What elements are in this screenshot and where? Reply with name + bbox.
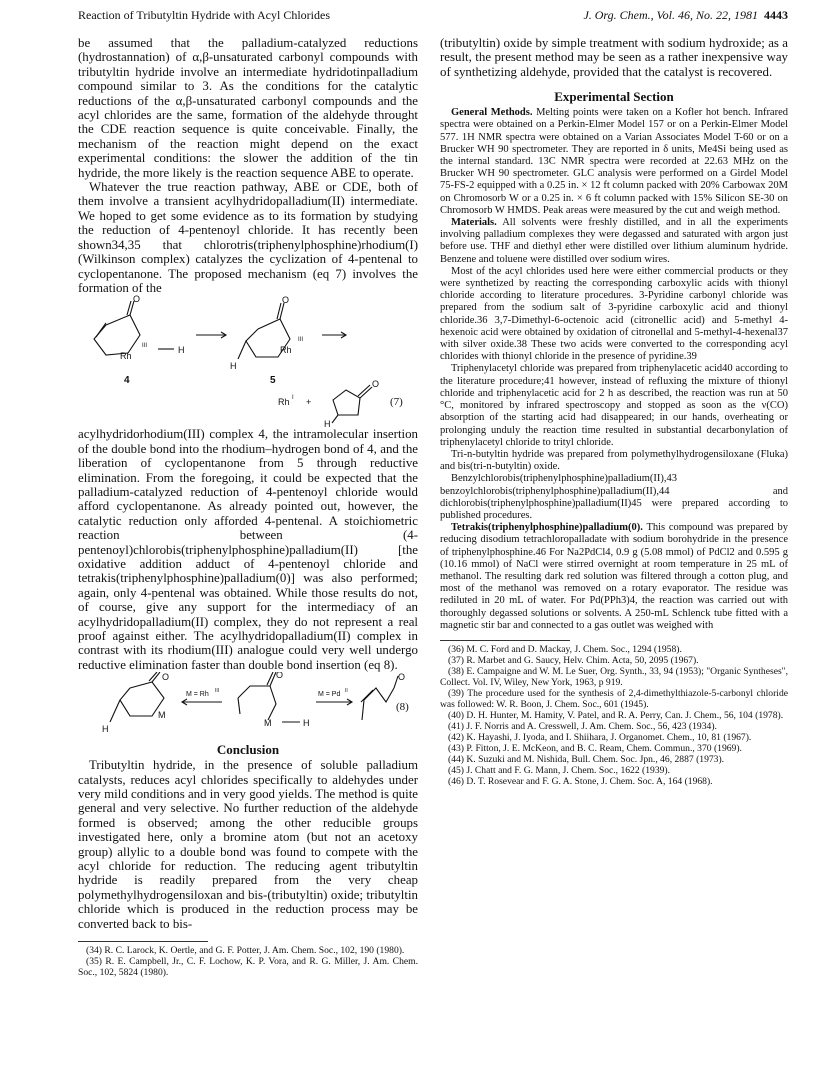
right-paragraph-1: (tributyltin) oxide by simple treatment with sodium hydroxide; as a result, the present method may be seen as a rather inexpensive way of synthetizing aldehyde, provided that the catalyst is recovered. xyxy=(440,36,788,79)
h-atom-8b: H xyxy=(303,718,310,729)
arrow-rh-path xyxy=(182,688,222,705)
acyl-hydride-complex xyxy=(238,672,310,728)
compound-5-structure xyxy=(230,295,303,386)
o-atom-5: O xyxy=(282,295,290,306)
running-header xyxy=(78,8,788,26)
footnote: (34) R. C. Larock, K. Oertle, and G. F. Potter, J. Am. Chem. Soc., 102, 190 (1980). xyxy=(86,945,405,957)
footnote: (43) P. Fitton, J. E. McKeon, and B. C. Ream, Chem. Commun., 370 (1969). xyxy=(448,742,742,754)
compound-label-5: 5 xyxy=(270,375,276,387)
rh-atom-4: Rh xyxy=(120,351,132,362)
experimental-heading: Experimental Section xyxy=(554,89,674,105)
h-atom-5: H xyxy=(230,361,237,372)
acyl-chloride-paragraph: Most of the acyl chlorides used here were either commercial products or they were synthetized by reacting the corresponding carboxylic acids with thionyl chloride according to literature procedures. 3-Pyridine carbonyl chloride was prepared from the sodium salt of 3-pyridine carboxylic acid and thionyl chloride.36 3,7-Dimethyl-6-octenoic acid (citronellic acid) and 5-methyl 4-hexenoic acid were obtained by oxidation of citronellal and 5-methyl-4-hexenal37 with silver oxide.38 These two acids were converted to the corresponding acyl chlorides with thionyl chloride in the presence of pyridine.39 xyxy=(440,265,788,363)
footnote: (38) E. Campaigne and W. M. Le Suer, Org. Synth., 33, 94 (1953); "Organic Syntheses", Collect. Vol. IV, Wiley, New York, 1963, p 919. xyxy=(440,665,788,688)
plus-sign: + xyxy=(306,397,312,408)
left-footnotes xyxy=(78,945,418,978)
footnote: (39) The procedure used for the synthesis of 2,4-dimethylthiazole-5-carbonyl chloride was followed: W. R. Boon, J. Chem. Soc., 601 (1945). xyxy=(440,687,788,710)
rh-catalyst: Rh xyxy=(278,397,290,408)
rh-path-oxidation: III xyxy=(215,688,220,695)
equation-number-8: (8) xyxy=(396,701,409,714)
footnote: (46) D. T. Rosevear and F. G. A. Stone, J. Chem. Soc. A, 164 (1968). xyxy=(448,775,713,787)
compound-label-4: 4 xyxy=(124,375,130,387)
arrow-4-to-5 xyxy=(196,332,226,338)
footnote: (45) J. Chatt and F. G. Mann, J. Chem. Soc., 1622 (1939). xyxy=(448,764,671,776)
journal-name: J. Org. Chem., Vol. 46, No. 22, 1981 xyxy=(583,8,758,22)
arrow-5-to-products xyxy=(322,332,346,338)
scheme-eq7 xyxy=(78,295,418,427)
left-paragraph-3: acylhydridorhodium(III) complex 4, the intramolecular insertion of the double bond into the rhodium–hydrogen bond of 4, and the liberation of cyclopentanone from 5 through reductive elimination. From the foregoing, it could be expected that the palladium-catalyzed reduction of 4-pentenoyl chloride would afford cyclopentanone. As already pointed out, however, the catalytic reduction only afforded 4-pentenal. A stoichiometric reaction between (4-pentenoyl)chlorobis(triphenylphosphine)palladium(II) [the oxidative addition adduct of 4-pentenoyl chloride and tetrakis(triphenylphosphine)palladium(0)] was also performed; again, only 4-pentenal was obtained. While those results do not, of course, give any support for the intermediacy of an acylhydridopalladium(II) complex, they do not represent a real proof against either. The acylhydridopalladium(II) complex in contrast with its rhodium(III) analogue could very well undergo reductive elimination faster than double bond insertion (eq 8). xyxy=(78,427,418,672)
triphenylacetyl-paragraph: Triphenylacetyl chloride was prepared from triphenylacetic acid40 according to the literature procedure;41 however, instead of refluxing the mixture of thionyl chloride and triphenylacetic acid for 2 h as described, the reaction was run at 50 °C, monitored by infrared spectroscopy and stopped as soon as the ν(CO) absorption of the starting acid had disappeared; in our hands, overheating or prolonging unduly the reaction time resulted in substantial decarbonylation of triphenylacetyl chloride to trityl chloride. xyxy=(440,363,788,448)
equation-number-7: (7) xyxy=(390,396,403,409)
cyclopentanone-ring xyxy=(333,390,360,415)
tetrakis-heading: Tetrakis(triphenylphosphine)palladium(0). xyxy=(451,522,643,534)
scheme-eq8 xyxy=(78,672,418,742)
general-methods-heading: General Methods. xyxy=(451,107,533,119)
arrow-pd-path xyxy=(316,688,352,705)
journal-citation xyxy=(583,8,788,23)
footnote: (36) M. C. Ford and D. Mackay, J. Chem. Soc., 1294 (1958). xyxy=(448,643,682,655)
conclusion-heading: Conclusion xyxy=(216,742,280,758)
pd-path-label: M = Pd xyxy=(318,691,341,699)
pd-path-oxidation: II xyxy=(345,688,348,695)
rh-atom-5: Rh xyxy=(280,345,292,356)
tetrakis-text: This compound was prepared by reducing disodium tetrachloropalladate with sodium borohydride in the presence of triphenylphosphine.46 For Na2PdCl4, 0.9 g (5.08 mmol) of PdCl2 and 0.595 g (10.16 mmol) of NaCl were stirred overnight at room temperature in 25 mL of methanol. The resulting dark red solution was filtered through a cotton plug, and most of the methanol was removed on a rotary evaporator. The residue was rediluted in 20 mL of water. For Pd(PPh3)4, the reaction was carried out with thoroughly degassed solutions or solvents. A 250-mL Schlenck tube fitted with a magnetic stir bar and connected to a gas outlet was weighed with xyxy=(440,522,788,631)
left-column xyxy=(78,36,418,978)
right-column xyxy=(440,36,788,787)
cyclic-ketone-8 xyxy=(102,672,169,734)
o-atom-8c: O xyxy=(398,672,406,683)
right-footnotes xyxy=(440,644,788,787)
running-title: Reaction of Tributyltin Hydride with Acyl Chlorides xyxy=(78,8,330,22)
rh-catalyst-oxidation: I xyxy=(292,395,294,402)
left-paragraph-1: be assumed that the palladium-catalyzed reductions (hydrostannation) of α,β-unsaturated carbonyl compounds with tributyltin hydride involve an intermediate hydridotinpalladium compound similar to 3. As the conditions for the catalytic reductions of the α,β-unsaturated carbonyl compounds and the acyl chlorides are the same, formation of the aldehyde throught the CDE reaction sequence is quite conceivable. Finally, the mechanism of the reaction might depend on the exact experimental conditions: the slower the addition of the tin hydride, the more likely is the reaction sequence ABE to operate. xyxy=(78,36,418,180)
rh-oxidation-4: III xyxy=(142,343,148,350)
h-atom-product: H xyxy=(324,419,331,428)
h-atom-8a: H xyxy=(102,724,109,735)
footnote: (42) K. Hayashi, J. Iyoda, and I. Shiihara, J. Organomet. Chem., 10, 81 (1967). xyxy=(448,731,752,743)
general-methods-paragraph xyxy=(440,107,788,217)
h-atom-4: H xyxy=(178,345,185,356)
footnote-divider xyxy=(78,941,208,942)
rh-path-label: M = Rh xyxy=(186,691,209,699)
footnote-divider xyxy=(440,640,570,641)
tributyltin-paragraph: Tri-n-butyltin hydride was prepared from polymethylhydrogensiloxane (Fluka) and bis(tri-n-butyltin) oxide. xyxy=(440,448,788,473)
footnote: (37) R. Marbet and G. Saucy, Helv. Chim. Acta, 50, 2095 (1967). xyxy=(448,654,699,666)
rh-oxidation-5: III xyxy=(298,337,304,344)
compound-4-structure xyxy=(94,295,185,386)
o-atom-8a: O xyxy=(162,672,170,683)
footnote: (44) K. Suzuki and M. Nishida, Bull. Chem. Soc. Jpn., 46, 2887 (1973). xyxy=(448,753,725,765)
left-paragraph-2: Whatever the true reaction pathway, ABE or CDE, both of them involve a transient acylhydridopalladium(II) intermediate. We hoped to get some evidence as to its formation by studying the reduction of 4-pentenoyl chloride. It has recently been shown34,35 that chlorotris(triphenylphosphine)rhodium(I) (Wilkinson complex) catalyzes the cyclization of 4-pentenal to cyclopentanone. The proposed mechanism (eq 7) involves the formation of the xyxy=(78,180,418,295)
footnote: (41) J. F. Norris and A. Cresswell, J. Am. Chem. Soc., 56, 423 (1934). xyxy=(448,720,717,732)
tetrakis-paragraph xyxy=(440,522,788,632)
footnote: (40) D. H. Hunter, M. Hamity, V. Patel, and R. A. Perry, Can. J. Chem., 56, 104 (1978). xyxy=(448,709,784,721)
palladium-complexes-paragraph: Benzylchlorobis(triphenylphosphine)palladium(II),43 benzoylchlorobis(triphenylphosphine)palladium(II),44 and dichlorobis(triphenylphosphine)palladium(II)45 were prepared according to published procedures. xyxy=(440,473,788,521)
o-atom-product: O xyxy=(372,379,380,390)
footnote: (35) R. E. Campbell, Jr., C. F. Lochow, K. P. Vora, and R. G. Miller, J. Am. Chem. Soc., 102, 5824 (1980). xyxy=(78,956,418,979)
general-methods-text: Melting points were taken on a Kofler hot bench. Infrared spectra were obtained on a Perkin-Elmer Model 157 or on a Perkin-Elmer Model 577. 1H NMR spectra were obtained on a Varian Associates Model T-60 or on a Brucker WH 90 spectrometer. They are reported in δ units, Me4Si being used as the internal standard. 13C NMR spectra were recorded at 22.63 MHz on the Brucker WH 90 spectrometer. GLC analysis were performed on a Girdel Model 75-FS-2 equipped with a 0.25 in. × 12 ft column packed with 20% Carbowax 20M on Chromosorb W or a 0.25 in. × 6 ft column packed with 15% Silicon SE-30 on Chromosorb W HMDS. Peak areas were measured by the cut and weigh method. xyxy=(440,107,789,216)
o-atom-4: O xyxy=(133,295,141,305)
products-eq7 xyxy=(278,379,403,427)
page-number: 4443 xyxy=(764,8,788,22)
m-atom-8b: M xyxy=(264,718,272,729)
o-atom-8b: O xyxy=(276,672,284,681)
scheme-eq7-drawing xyxy=(78,295,418,427)
m-atom-8a: M xyxy=(158,710,166,721)
materials-heading: Materials. xyxy=(451,217,497,229)
scheme-eq8-drawing xyxy=(78,672,418,742)
materials-paragraph xyxy=(440,217,788,266)
conclusion-paragraph: Tributyltin hydride, in the presence of soluble palladium catalysts, reduces acyl chlorides specifically to aldehydes under very mild conditions and in very good yields. The method is quite general and very selective. No further reduction of the aldehyde formed is observed; among the other reducible groups investigated here, only a bromine atom (but not an acetoxy group) allylic to a double bond was found to compete with the acyl chloride for reduction. The reducing agent tributyltin hydride is readily prepared from the very cheap polymethylhydrogensiloxan and bis-(tributyltin) oxide; tributyltin chloride which is produced in the reduction process may be converted back to bis- xyxy=(78,758,418,931)
materials-text: All solvents were freshly distilled, and in all the experiments involving palladium complexes they were degassed and saturated with argon just before use. THF and diethyl ether were distilled over lithium aluminum hydride. Benzene and toluene were distilled over sodium wires. xyxy=(440,217,788,265)
